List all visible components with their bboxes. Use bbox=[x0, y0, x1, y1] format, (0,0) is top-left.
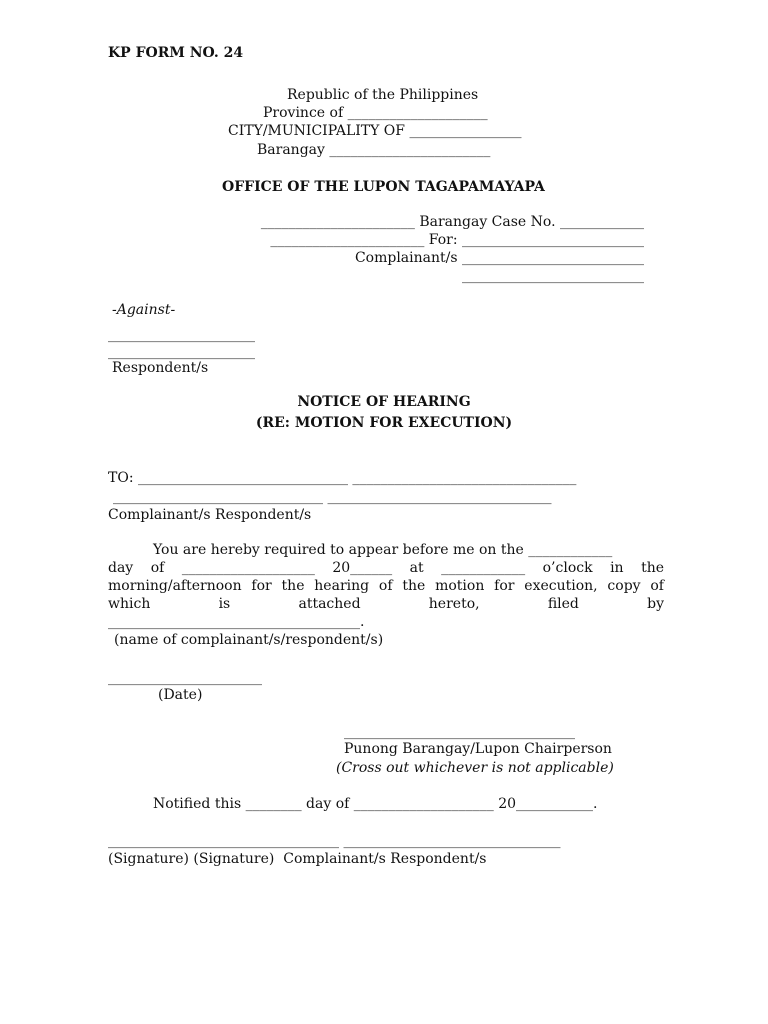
respondent-line-1: _____________________ bbox=[108, 327, 255, 343]
body-line-3: morning/afternoon for the hearing of the motion for execution, copy of bbox=[108, 578, 664, 594]
signatory-title: Punong Barangay/Lupon Chairperson bbox=[344, 741, 612, 757]
date-line: ______________________ bbox=[108, 670, 262, 686]
against-label: -Against- bbox=[112, 302, 176, 318]
to-second-line: ______________________________ ________________________________ bbox=[113, 489, 552, 505]
notified-line: Notified this ________ day of ____________________ 20___________. bbox=[153, 796, 598, 812]
complainant-line: Complainant/s __________________________ bbox=[354, 250, 644, 266]
signature-lines: _________________________________ _______________________________ bbox=[108, 833, 561, 849]
for-line: ______________________ For: __________________________ bbox=[270, 232, 644, 248]
republic-line: Republic of the Philippines bbox=[287, 87, 479, 103]
case-number-line: ______________________ Barangay Case No. ____________ bbox=[260, 214, 644, 230]
body-line-5: ____________________________________. bbox=[108, 614, 365, 630]
notice-subtitle: (RE: MOTION FOR EXECUTION) bbox=[255, 415, 513, 431]
body-line-2: day of ___________________ 20______ at ____________ o’clock in the bbox=[108, 560, 664, 576]
signatory-note: (Cross out whichever is not applicable) bbox=[336, 760, 614, 776]
to-labels: Complainant/s Respondent/s bbox=[108, 507, 312, 523]
respondent-label: Respondent/s bbox=[112, 360, 209, 376]
office-title: OFFICE OF THE LUPON TAGAPAMAYAPA bbox=[222, 179, 545, 195]
city-line: CITY/MUNICIPALITY OF ________________ bbox=[228, 123, 522, 139]
respondent-line-2: _____________________ bbox=[108, 344, 255, 360]
date-label: (Date) bbox=[158, 687, 203, 703]
complainant-extra-line: __________________________ bbox=[462, 268, 644, 284]
notice-title: NOTICE OF HEARING bbox=[297, 394, 471, 410]
form-number: KP FORM NO. 24 bbox=[108, 45, 244, 61]
barangay-line: Barangay _______________________ bbox=[257, 142, 491, 158]
body-line-1: You are hereby required to appear before me on the ____________ bbox=[153, 542, 613, 558]
body-name-caption: (name of complainant/s/respondent/s) bbox=[114, 632, 384, 648]
body-line-4: which is attached hereto, filed by bbox=[108, 596, 664, 612]
province-line: Province of ____________________ bbox=[263, 105, 488, 121]
signatory-line: _________________________________ bbox=[344, 724, 575, 740]
to-line: TO: ______________________________ ________________________________ bbox=[108, 470, 577, 486]
signature-labels: (Signature) (Signature) Complainant/s Respondent/s bbox=[108, 851, 487, 867]
